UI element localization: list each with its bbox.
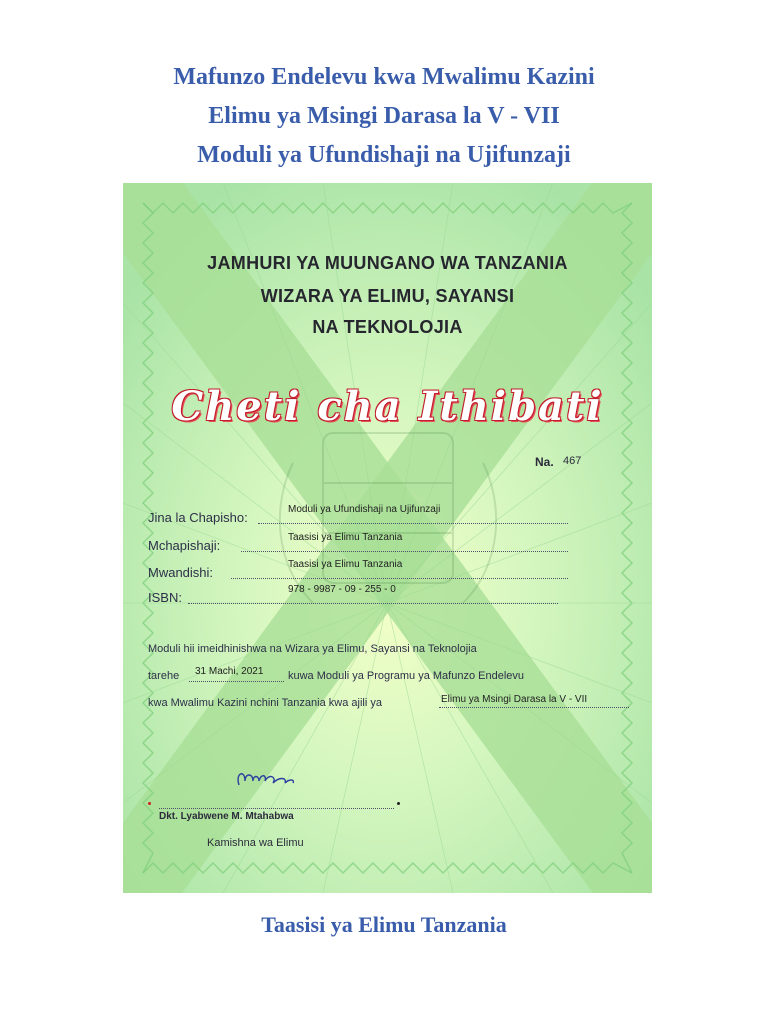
signatory-name: Dkt. Lyabwene M. Mtahabwa — [159, 811, 294, 822]
accreditation-certificate — [123, 183, 652, 893]
field-label-title: Jina la Chapisho: — [148, 510, 248, 525]
field-dotted-line — [231, 577, 568, 579]
date-dotted-line — [189, 680, 284, 682]
approval-text-line-2: kuwa Moduli ya Programu ya Mafunzo Endelevu — [288, 670, 525, 682]
header-line-1: Mafunzo Endelevu kwa Mwalimu Kazini — [173, 64, 595, 90]
field-label-author: Mwandishi: — [148, 565, 214, 580]
publisher-footer: Taasisi ya Elimu Tanzania — [261, 912, 507, 937]
header-line-3: Moduli ya Ufundishaji na Ujifunzaji — [197, 142, 571, 168]
ministry-line-3: NA TEKNOLOJIA — [312, 317, 463, 337]
certificate-number: 467 — [563, 455, 582, 467]
field-value-publisher: Taasisi ya Elimu Tanzania — [288, 532, 403, 543]
signature-dotted-line — [159, 807, 394, 809]
signatory-title: Kamishna wa Elimu — [207, 837, 304, 849]
field-dotted-line — [258, 522, 568, 524]
ministry-line-2: WIZARA YA ELIMU, SAYANSI — [260, 286, 515, 306]
level-dotted-line — [439, 706, 629, 708]
approval-text-line-3: kwa Mwalimu Kazini nchini Tanzania kwa ajili ya — [148, 697, 382, 709]
approval-date: 31 Machi, 2021 — [195, 666, 264, 677]
header-line-2: Elimu ya Msingi Darasa la V - VII — [208, 103, 560, 129]
certificate-number-label: Na. — [535, 455, 554, 469]
dot-mark — [397, 802, 400, 805]
field-label-isbn: ISBN: — [148, 590, 182, 605]
signature-image — [231, 763, 311, 793]
field-dotted-line — [188, 602, 558, 604]
field-value-isbn: 978 - 9987 - 09 - 255 - 0 — [288, 584, 396, 595]
field-label-publisher: Mchapishaji: — [148, 538, 221, 553]
field-value-title: Moduli ya Ufundishaji na Ujifunzaji — [288, 504, 441, 515]
ministry-line-1: JAMHURI YA MUUNGANO WA TANZANIA — [207, 253, 568, 273]
approval-text-line-1: Moduli hii imeidhinishwa na Wizara ya Elimu, Sayansi na Teknolojia — [148, 643, 477, 655]
field-value-author: Taasisi ya Elimu Tanzania — [288, 559, 403, 570]
field-dotted-line — [241, 550, 568, 552]
dot-mark — [148, 802, 151, 805]
approval-level: Elimu ya Msingi Darasa la V - VII — [441, 694, 588, 705]
certificate-title: Cheti cha Ithibati — [171, 383, 604, 430]
approval-text-tarehe: tarehe — [148, 670, 180, 682]
